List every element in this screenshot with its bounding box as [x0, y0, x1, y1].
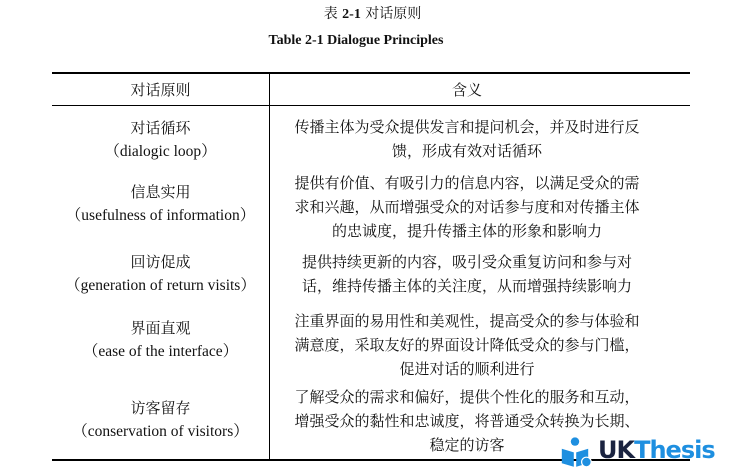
principle-cell [52, 396, 269, 444]
principle-en: （usefulness of information） [65, 207, 256, 224]
meaning-line: 传播主体为受众提供发言和提问机会，并及时进行反 [294, 118, 640, 136]
caption-title: 对话原则 [365, 6, 422, 22]
principle-cell [52, 116, 269, 164]
meaning-line: 提供有价值、有吸引力的信息内容，以满足受众的需 [294, 174, 640, 192]
logo-thesis: Thesis [634, 436, 715, 464]
caption-number: 2-1 [342, 7, 361, 22]
principle-en: （conservation of visitors） [72, 423, 249, 440]
meaning-line: 求和兴趣，从而增强受众的对话参与度和对传播主体 [294, 198, 640, 216]
principle-cell [52, 316, 269, 364]
meaning-line: 话，维持传播主体的关注度，从而增强持续影响力 [301, 277, 632, 295]
meaning-cell [270, 309, 664, 381]
principle-cn: 访客留存 [130, 399, 191, 417]
meaning-cell [270, 250, 664, 298]
principle-en: （generation of return visits） [65, 277, 256, 294]
principle-cell [52, 180, 269, 228]
header-rule [52, 105, 690, 106]
header-meaning: 含义 [451, 81, 482, 99]
table-caption-en: Table 2-1 Dialogue Principles [268, 33, 444, 48]
meaning-line: 满意度，采取友好的界面设计降低受众的参与门槛， [294, 336, 640, 354]
principle-en: （ease of the interface） [82, 343, 239, 360]
meaning-cell [270, 171, 664, 243]
logo-uk: UK [598, 436, 635, 464]
meaning-line: 了解受众的需求和偏好，提供个性化的服务和互动， [294, 388, 640, 406]
principle-cn: 界面直观 [130, 319, 191, 337]
meaning-line: 增强受众的黏性和忠诚度，将普通受众转换为长期、 [294, 412, 640, 430]
meaning-line: 提供持续更新的内容，吸引受众重复访问和参与对 [301, 253, 632, 271]
header-principle: 对话原则 [130, 81, 191, 99]
meaning-line: 稳定的访客 [429, 436, 505, 454]
meaning-line: 的忠诚度，提升传播主体的形象和影响力 [331, 222, 602, 240]
meaning-cell [270, 115, 664, 163]
principle-cell [52, 250, 269, 298]
principle-cn: 回访促成 [130, 253, 191, 271]
book-reader-icon [560, 435, 596, 468]
principle-en: （dialogic loop） [104, 143, 217, 160]
watermark-logo [560, 435, 745, 468]
meaning-line: 促进对话的顺利进行 [399, 360, 535, 378]
caption-prefix: 表 [323, 6, 338, 22]
table-caption-cn [0, 3, 745, 23]
principle-cn: 对话循环 [130, 119, 191, 137]
meaning-line: 馈，形成有效对话循环 [391, 142, 542, 160]
meaning-line: 注重界面的易用性和美观性，提高受众的参与体验和 [294, 312, 640, 330]
table-top-rule [52, 72, 690, 74]
principle-cn: 信息实用 [130, 183, 191, 201]
